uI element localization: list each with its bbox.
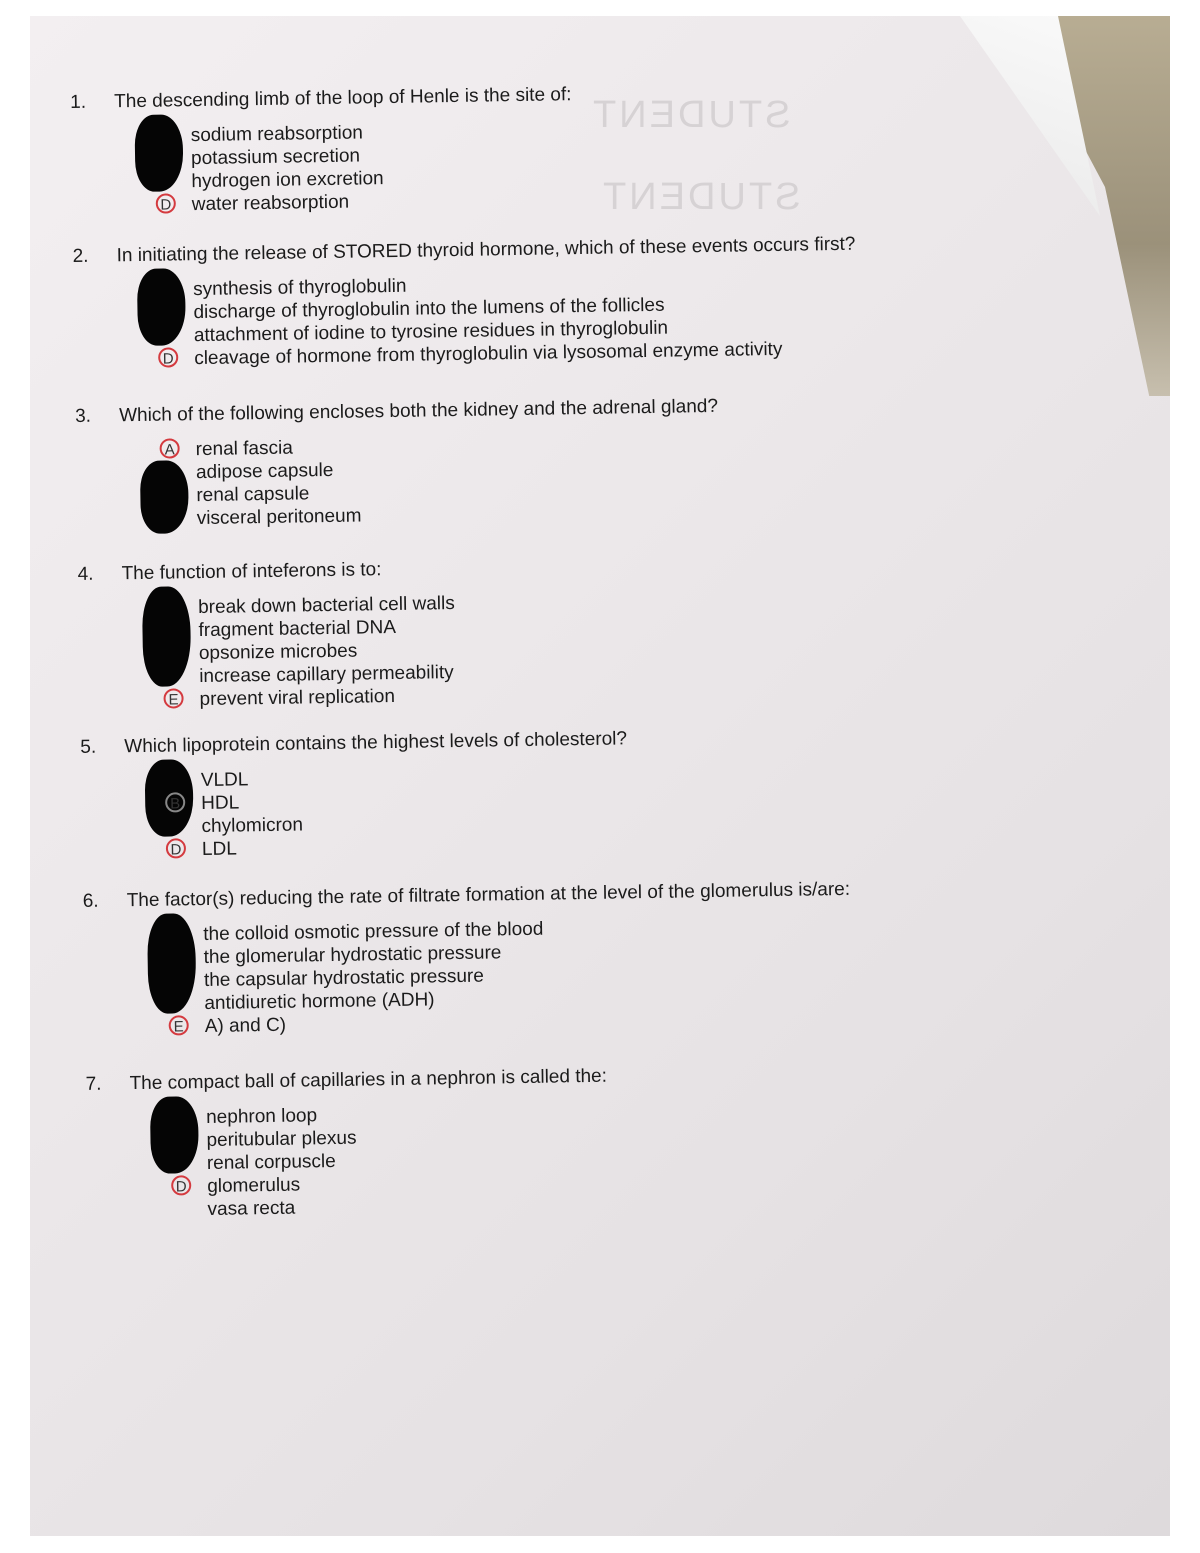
option-text: break down bacterial cell walls [197, 593, 455, 619]
question-text: The function of inteferons is to: [121, 559, 382, 585]
question-number: 5. [80, 736, 97, 758]
question-line [80, 721, 960, 761]
question-line [77, 548, 957, 588]
option-text: antidiuretic hormone (ADH) [204, 989, 435, 1015]
question-line [72, 230, 952, 270]
question-line [75, 390, 955, 430]
option-text: hydrogen ion excretion [191, 168, 384, 193]
answer-options [175, 1094, 968, 1221]
answer-options [168, 584, 960, 711]
option-text: LDL [201, 838, 237, 861]
circled-answer-letter: D [171, 1175, 191, 1195]
redaction-blot [134, 114, 183, 192]
watermark-2: STUDENT [600, 176, 801, 218]
circled-answer-letter: D [158, 347, 178, 367]
redaction-blot [142, 586, 192, 687]
circled-answer-letter: D [156, 193, 176, 213]
question-text: Which of the following encloses both the kidney and the adrenal gland? [118, 395, 719, 427]
option-text: vasa recta [207, 1197, 296, 1220]
answer-options [170, 757, 962, 861]
circled-answer-letter: D [166, 838, 186, 858]
option-text: increase capillary permeability [199, 662, 454, 688]
question-number: 6. [82, 890, 99, 912]
question-number: 2. [72, 245, 89, 267]
answer-options [164, 426, 956, 530]
question-text: The descending limb of the loop of Henle is the site of: [114, 84, 572, 113]
option-text: prevent viral replication [199, 685, 396, 711]
question-text: The compact ball of capillaries in a nephron is called the: [129, 1065, 608, 1095]
question-number: 3. [74, 405, 92, 427]
circled-answer-letter: B [165, 792, 185, 812]
option-text: renal capsule [196, 483, 310, 507]
answer-options [173, 911, 965, 1038]
question-number: 4. [77, 563, 94, 585]
redaction-blot [137, 268, 186, 346]
option-text: A) and C) [204, 1014, 287, 1037]
option-text: water reabsorption [191, 191, 350, 216]
exam-sheet [70, 76, 968, 1231]
question-text: In initiating the release of STORED thyroid hormone, which of these events occurs first? [116, 233, 856, 267]
option-text: discharge of thyroglobulin into the lumens of the follicles [193, 294, 665, 324]
question-6 [83, 875, 965, 1040]
redaction-blot [140, 460, 189, 534]
option-text: attachment of iodine to tyrosine residues in thyroglobulin [193, 317, 669, 347]
option-text: sodium reabsorption [190, 122, 364, 147]
option-text: renal corpuscle [206, 1150, 336, 1174]
option-text: visceral peritoneum [196, 505, 362, 530]
question-2 [72, 230, 954, 372]
question-text: Which lipoprotein contains the highest levels of cholesterol? [124, 728, 628, 758]
circled-answer-letter: A [159, 438, 179, 458]
redaction-blot [150, 1096, 199, 1174]
question-3 [75, 390, 957, 532]
option-text: opsonize microbes [198, 640, 358, 665]
option-text: glomerulus [207, 1174, 301, 1197]
watermark-1: STUDENT [590, 94, 791, 136]
option-text: peritubular plexus [206, 1127, 357, 1151]
option-text: VLDL [200, 769, 249, 792]
question-4 [77, 548, 959, 713]
question-1 [70, 76, 952, 218]
answer-options [160, 112, 952, 216]
option-text: the capsular hydrostatic pressure [203, 965, 485, 992]
question-text: The factor(s) reducing the rate of filtrate formation at the level of the glomerulus is/are: [126, 878, 851, 912]
circled-answer-letter: E [163, 688, 183, 708]
answer-options [162, 266, 954, 370]
option-text: nephron loop [205, 1105, 318, 1128]
question-7 [85, 1058, 967, 1223]
option-text: chylomicron [201, 814, 304, 838]
question-line [83, 875, 963, 915]
option-text: renal fascia [195, 437, 293, 461]
option-text: fragment bacterial DNA [198, 616, 397, 642]
redaction-blot [147, 913, 197, 1014]
option-text: potassium secretion [190, 145, 361, 170]
question-line [85, 1058, 965, 1098]
option-text: adipose capsule [195, 459, 334, 484]
option-text: cleavage of hormone from thyroglobulin via lysosomal enzyme activity [194, 338, 783, 370]
question-5 [80, 721, 962, 863]
circled-answer-letter: E [169, 1015, 189, 1035]
option-text: the glomerular hydrostatic pressure [203, 942, 502, 969]
option-text: HDL [201, 792, 240, 815]
question-number: 1. [70, 91, 87, 113]
option-text: the colloid osmotic pressure of the blood [203, 918, 544, 946]
question-number: 7. [85, 1073, 102, 1095]
option-text: synthesis of thyroglobulin [192, 275, 407, 301]
